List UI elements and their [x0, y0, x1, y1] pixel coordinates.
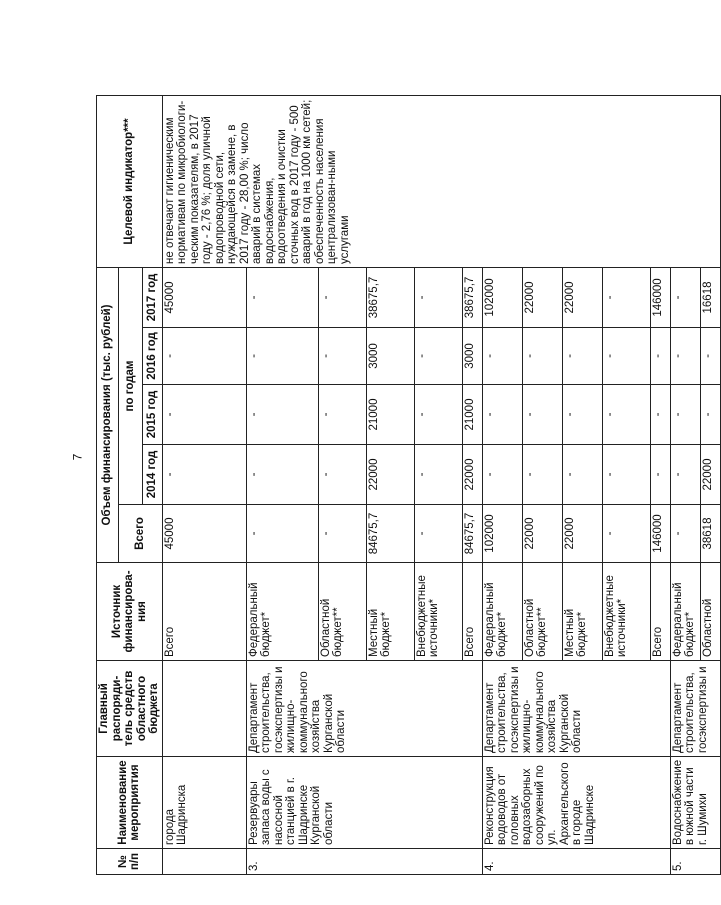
year-2015-value: - [602, 385, 650, 445]
year-2015-value: - [522, 385, 562, 445]
year-2017-value: 38675,7 [366, 267, 414, 327]
year-2016-value: - [318, 328, 366, 385]
table-row [162, 95, 246, 874]
year-2015-value: - [162, 385, 246, 445]
total-value: 22000 [562, 505, 602, 563]
total-value: - [414, 505, 462, 563]
year-2017-value: 16618 [700, 267, 720, 327]
header-year: 2017 год [142, 267, 162, 327]
year-2015-value: - [482, 385, 522, 445]
year-2014-value: - [162, 445, 246, 505]
year-2014-value: - [670, 445, 700, 505]
budget-administrator: Департамент строительства, госэкспертизы и жилищно-коммунального хозяйства Курганской области [246, 661, 482, 757]
year-2015-value: 21000 [462, 385, 482, 445]
year-2017-value: 45000 [162, 267, 246, 327]
year-2014-value: 22000 [366, 445, 414, 505]
year-2017-value: 38675,7 [462, 267, 482, 327]
year-2016-value: - [562, 328, 602, 385]
year-2015-value: - [246, 385, 318, 445]
year-2016-value: - [650, 328, 670, 385]
year-2014-value: - [562, 445, 602, 505]
measure-name: города Шадринска [162, 757, 246, 849]
budget-administrator: Департамент строительства, госэкспертизы и [670, 661, 720, 757]
header-year: 2014 год [142, 445, 162, 505]
year-2017-value: 102000 [482, 267, 522, 327]
header-year: 2016 год [142, 328, 162, 385]
year-2014-value: - [602, 445, 650, 505]
year-2015-value: - [562, 385, 602, 445]
year-2014-value: 22000 [462, 445, 482, 505]
total-value: - [670, 505, 700, 563]
rotated-page [96, 96, 714, 875]
measure-name: Реконструкция водоводов от головных водозаборных сооружений по ул. Архангельского в городе Шадринске [482, 757, 670, 849]
year-2016-value: - [246, 328, 318, 385]
funding-source: Внебюджетные источники* [414, 563, 462, 661]
year-2014-value: - [650, 445, 670, 505]
year-2015-value: - [670, 385, 700, 445]
year-2014-value: - [522, 445, 562, 505]
year-2016-value: - [522, 328, 562, 385]
header-by-year: по годам [119, 267, 143, 504]
total-value: 22000 [522, 505, 562, 563]
funding-source: Всего [462, 563, 482, 661]
total-value: - [602, 505, 650, 563]
year-2017-value: 22000 [522, 267, 562, 327]
total-value: 84675,7 [462, 505, 482, 563]
funding-source: Областной [700, 563, 720, 661]
row-number: 4. [482, 849, 670, 875]
year-2017-value: 22000 [562, 267, 602, 327]
year-2016-value: - [414, 328, 462, 385]
funding-source: Местный бюджет* [562, 563, 602, 661]
target-indicator: не отвечают гигиеническим нормативам по микробиологи-ческим показателям, в 2017 году - 2,76 %; доля уличной водопроводной сети, нуждающейся в замене, в 2017 году - 28,00 %; число аварий в системах водоснабжения, водоотведения и очистки сточных вод в 2017 году - 500 аварий в год на 1000 км сетей; обеспеченность населения централизован-ными услугами [162, 95, 720, 267]
year-2017-value: - [602, 267, 650, 327]
funding-source: Местный бюджет* [366, 563, 414, 661]
header-volume: Объем финансирования (тыс. рублей) [97, 267, 119, 562]
year-2015-value: - [650, 385, 670, 445]
budget-administrator: Департамент строительства, госэкспертизы и жилищно-коммунального хозяйства Курганской области [482, 661, 670, 757]
funding-source: Федеральный бюджет* [670, 563, 700, 661]
year-2014-value: - [318, 445, 366, 505]
funding-source: Областной бюджет** [318, 563, 366, 661]
year-2015-value: - [318, 385, 366, 445]
year-2016-value: - [670, 328, 700, 385]
funding-source: Всего [162, 563, 246, 661]
year-2016-value: - [482, 328, 522, 385]
year-2015-value: 21000 [366, 385, 414, 445]
funding-source: Внебюджетные источники* [602, 563, 650, 661]
row-number: 3. [246, 849, 482, 875]
funding-source: Федеральный бюджет* [482, 563, 522, 661]
row-number: 5. [670, 849, 720, 875]
year-2016-value: - [162, 328, 246, 385]
header-admin: Главный распоряди-тель средств областного бюджета [97, 661, 163, 757]
header-target: Целевой индикатор*** [97, 95, 163, 267]
header-source: Источник финансирова-ния [97, 563, 163, 661]
table-body [162, 95, 720, 874]
measure-name: Водоснабжение в южной части г. Шумихи [670, 757, 720, 849]
total-value: - [246, 505, 318, 563]
financing-table [96, 95, 721, 875]
year-2014-value: 22000 [700, 445, 720, 505]
year-2016-value: - [602, 328, 650, 385]
funding-source: Областной бюджет** [522, 563, 562, 661]
year-2014-value: - [482, 445, 522, 505]
year-2017-value: - [414, 267, 462, 327]
header-total: Всего [119, 505, 163, 563]
total-value: - [318, 505, 366, 563]
year-2015-value: - [414, 385, 462, 445]
funding-source: Всего [650, 563, 670, 661]
total-value: 45000 [162, 505, 246, 563]
header-num: № п/п [97, 849, 163, 875]
year-2014-value: - [414, 445, 462, 505]
year-2015-value: - [700, 385, 720, 445]
year-2016-value: 3000 [462, 328, 482, 385]
year-2014-value: - [246, 445, 318, 505]
table-header [97, 95, 163, 874]
year-2017-value: - [318, 267, 366, 327]
measure-name: Резервуары запаса воды с насосной станцией в г. Шадринске Курганской области [246, 757, 482, 849]
year-2017-value: - [246, 267, 318, 327]
year-2017-value: - [670, 267, 700, 327]
year-2016-value: - [700, 328, 720, 385]
total-value: 146000 [650, 505, 670, 563]
funding-source: Федеральный бюджет* [246, 563, 318, 661]
total-value: 38618 [700, 505, 720, 563]
budget-administrator [162, 661, 246, 757]
header-year: 2015 год [142, 385, 162, 445]
header-name: Наименование мероприятия [97, 757, 163, 849]
row-number [162, 849, 246, 875]
year-2017-value: 146000 [650, 267, 670, 327]
total-value: 102000 [482, 505, 522, 563]
total-value: 84675,7 [366, 505, 414, 563]
page-number: 7 [70, 453, 85, 461]
year-2016-value: 3000 [366, 328, 414, 385]
